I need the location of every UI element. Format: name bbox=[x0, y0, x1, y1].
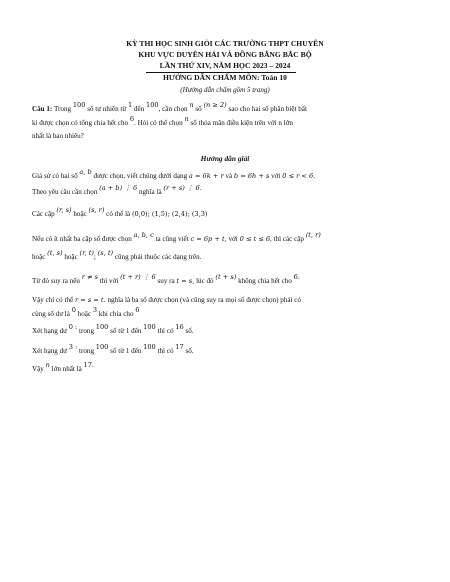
exam-title-line2: KHU VỰC DUYÊN HẢI VÀ ĐỒNG BẰNG BẮC BỘ bbox=[138, 50, 312, 59]
problem-line-3: nhất là bao nhiêu? bbox=[32, 132, 84, 140]
solution-line-4: Nếu có ít nhất ba cặp số được chọn a, b, c ta cũng viết c = 6p + t, với 0 ≤ t ≤ 6, thì các cặp (t, r) bbox=[32, 231, 321, 243]
solution-line-6: Từ đó suy ra nếu r ≠ s thì với (t + r) ⋮ 6 suy ra t = s, lúc đó (t + s) không chia hết cho 6. bbox=[32, 273, 300, 285]
grading-note: (Hướng dẫn chấm gồm 5 trang) bbox=[180, 86, 270, 94]
solution-line-8: cùng số dư là 0 hoặc 3 khi chia cho 6 bbox=[32, 306, 140, 318]
solution-title: Hướng dẫn giải bbox=[200, 154, 250, 163]
solution-line-1: Giả sử có hai số a, b được chọn, viết chúng dưới dạng a = 6k + r và b = 6h + s với 0 ≤ r < 6. bbox=[32, 168, 316, 180]
problem-line-2: kì được chọn có tổng chia hết cho 6. Hỏi có thể chọn n số thỏa mãn điều kiện trên với n lớn bbox=[32, 115, 293, 127]
exam-title-line1: KỲ THI HỌC SINH GIỎI CÁC TRƯỜNG THPT CHUYÊN bbox=[126, 39, 324, 48]
solution-line-9: Xét hạng dư 0 : trong 100 số từ 1 đến 100 thì có 16 số. bbox=[32, 323, 194, 335]
solution-line-2: Theo yêu cầu cần chọn (a + b) ⋮ 6 nghĩa là (r + s) ⋮ 6. bbox=[32, 184, 202, 196]
solution-line-5: hoặc (t, s) hoặc (r, t); (s, t) cũng phải thuộc các dạng trên. bbox=[32, 249, 202, 261]
exam-title-line3: LẦN THỨ XIV, NĂM HỌC 2023 – 2024 bbox=[159, 61, 291, 70]
solution-line-7: Vậy chỉ có thể r = s = t. nghĩa là ba số được chọn (và cũng suy ra mọi số được chọn) phải có bbox=[32, 296, 301, 304]
problem-line-1: Câu 1: Trong 100 số tự nhiên từ 1 đến 100, cần chọn n số (n ≥ 2) sao cho hai số phân biệt bất bbox=[32, 101, 307, 113]
solution-line-3: Các cặp (r, s) hoặc (s, r) có thể là (0,0); (1,5); (2,4); (3,3) bbox=[32, 206, 208, 218]
solution-line-11: Vậy n lớn nhất là 17. bbox=[32, 361, 95, 373]
exam-title-line4: HƯỚNG DẪN CHẤM MÔN: Toán 10 bbox=[163, 73, 287, 82]
problem-label: Câu 1: bbox=[32, 105, 53, 113]
solution-line-10: Xét hạng dư 3 : trong 100 số từ 1 đến 100 thì có 17 số. bbox=[32, 343, 194, 355]
